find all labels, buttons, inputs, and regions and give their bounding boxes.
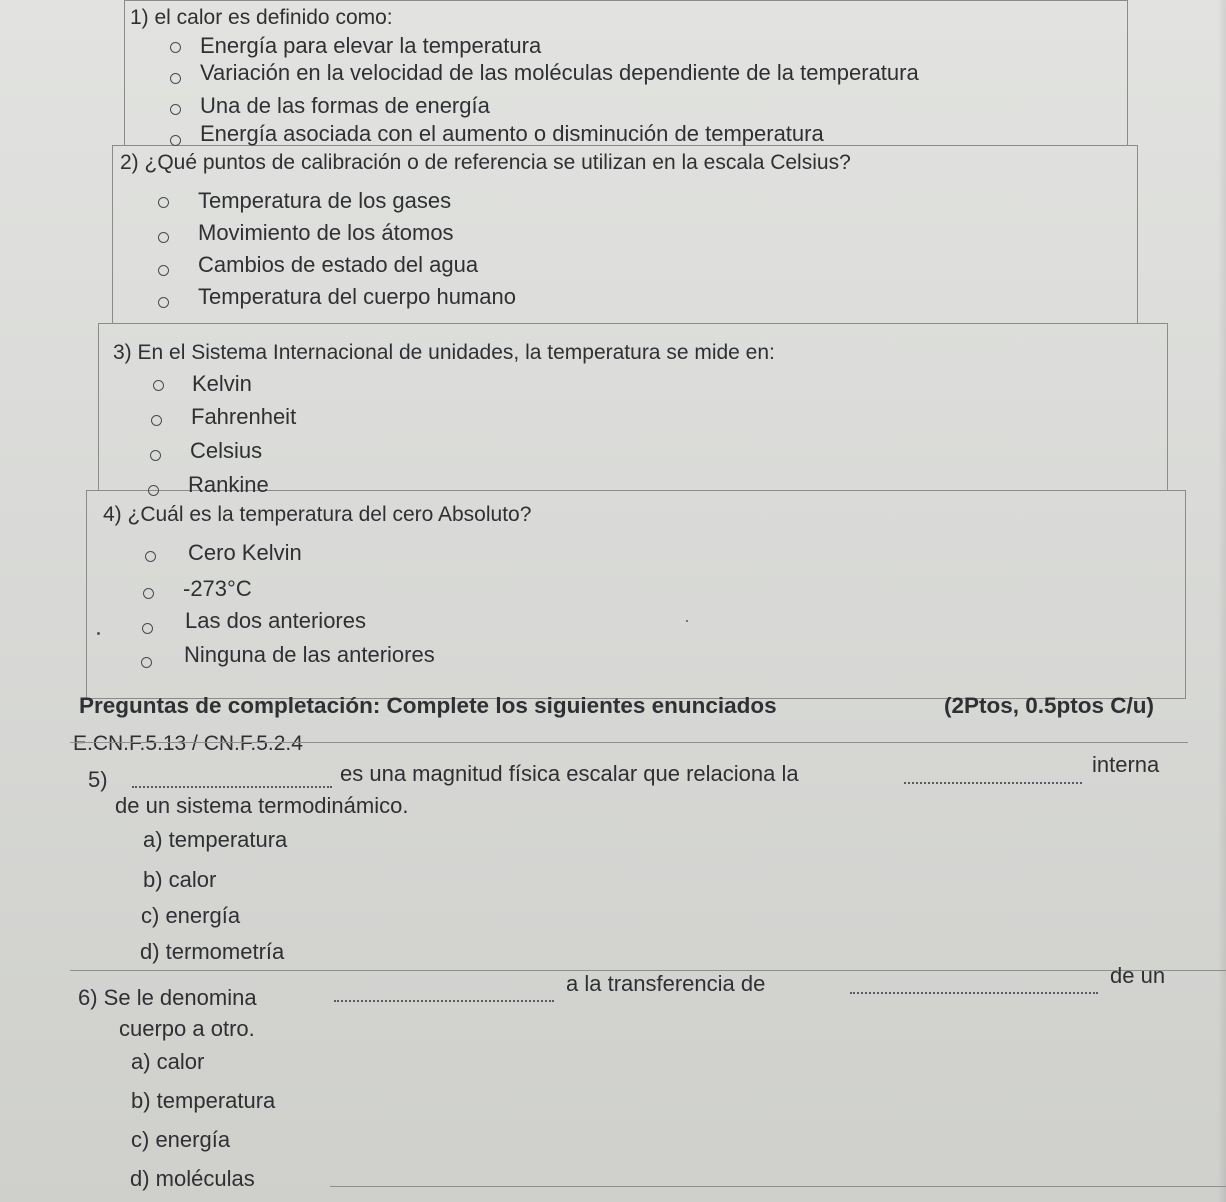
q3-option-1-radio[interactable] [153,380,164,391]
q2-option-3-label: Cambios de estado del agua [198,252,479,277]
q4-option-2-label: -273°C [183,576,252,601]
question-5-end-text: interna [1092,752,1160,777]
q4-option-3-label: Las dos anteriores [185,608,366,633]
q6-option-b: b) temperatura [131,1088,276,1113]
q3-option-4-label: Rankine [188,472,269,497]
q5-option-c: c) energía [141,903,241,928]
completion-section-points: (2Ptos, 0.5ptos C/u) [944,693,1155,718]
question-4-prompt: 4) ¿Cuál es la temperatura del cero Absoluto? [103,503,532,526]
q5-option-a: a) temperatura [143,827,288,852]
question-6-end-text: de un [1110,963,1166,988]
q1-option-3-label: Una de las formas de energía [200,93,490,118]
q2-option-1-label: Temperatura de los gases [198,188,452,213]
section-divider [70,742,1188,743]
q1-option-1-label: Energía para elevar la temperatura [200,33,542,58]
q4-option-4-radio[interactable] [141,657,152,668]
q4-option-2-radio[interactable] [143,588,154,599]
q3-option-2-radio[interactable] [151,415,162,426]
q2-option-1-radio[interactable] [158,197,169,208]
q6-option-c: c) energía [131,1127,231,1152]
q2-option-3-radio[interactable] [158,265,169,276]
completion-section-heading: Preguntas de completación: Complete los siguientes enunciados [79,693,777,718]
q4-option-1-radio[interactable] [145,551,156,562]
q1-option-2-radio[interactable] [170,73,181,84]
question-5-number: 5) [88,767,108,792]
q1-option-4-radio[interactable] [170,135,181,146]
q5-blank-1[interactable] [132,786,332,788]
q1-option-1-radio[interactable] [170,42,181,53]
q6-blank-1[interactable] [334,1000,554,1002]
q6-blank-2[interactable] [850,992,1098,994]
q3-option-1-label: Kelvin [192,371,252,396]
question-2-prompt: 2) ¿Qué puntos de calibración o de referencia se utilizan en la escala Celsius? [120,151,851,174]
q3-option-3-label: Celsius [190,438,263,463]
question-5-continuation: de un sistema termodinámico. [115,793,409,818]
q1-option-3-radio[interactable] [170,104,181,115]
q1-option-4-label: Energía asociada con el aumento o disminución de temperatura [200,121,824,146]
q5-option-d: d) termometría [140,939,285,964]
paper-speck [97,632,100,635]
question-1-prompt: 1) el calor es definido como: [130,6,393,29]
curriculum-codes: E.CN.F.5.13 / CN.F.5.2.4 [73,732,303,755]
page-bottom-line [330,1186,1226,1187]
q4-option-3-radio[interactable] [142,623,153,634]
question-6-continuation: cuerpo a otro. [119,1016,255,1041]
q1-option-2-label: Variación en la velocidad de las moléculas dependiente de la temperatura [200,60,919,85]
question-3-prompt: 3) En el Sistema Internacional de unidades, la temperatura se mide en: [113,341,775,364]
question-6-number: 6) Se le denomina [78,985,257,1010]
q4-option-4-label: Ninguna de las anteriores [184,642,435,667]
q3-option-2-label: Fahrenheit [191,404,297,429]
paper-shadow [1218,0,1226,1202]
q2-option-4-label: Temperatura del cuerpo humano [198,284,516,309]
question-6-mid-text: a la transferencia de [566,971,766,996]
q6-option-a: a) calor [131,1049,205,1074]
question-5-mid-text: es una magnitud física escalar que relaciona la [340,761,799,786]
q5-blank-2[interactable] [904,782,1082,784]
paper-speck [686,620,688,622]
q5-option-b: b) calor [143,867,217,892]
q3-option-3-radio[interactable] [150,450,161,461]
q2-option-2-label: Movimiento de los átomos [198,220,454,245]
q6-option-d: d) moléculas [130,1166,255,1191]
q2-option-4-radio[interactable] [158,297,169,308]
q3-option-4-radio[interactable] [148,485,159,496]
q4-option-1-label: Cero Kelvin [188,540,302,565]
q2-option-2-radio[interactable] [158,232,169,243]
